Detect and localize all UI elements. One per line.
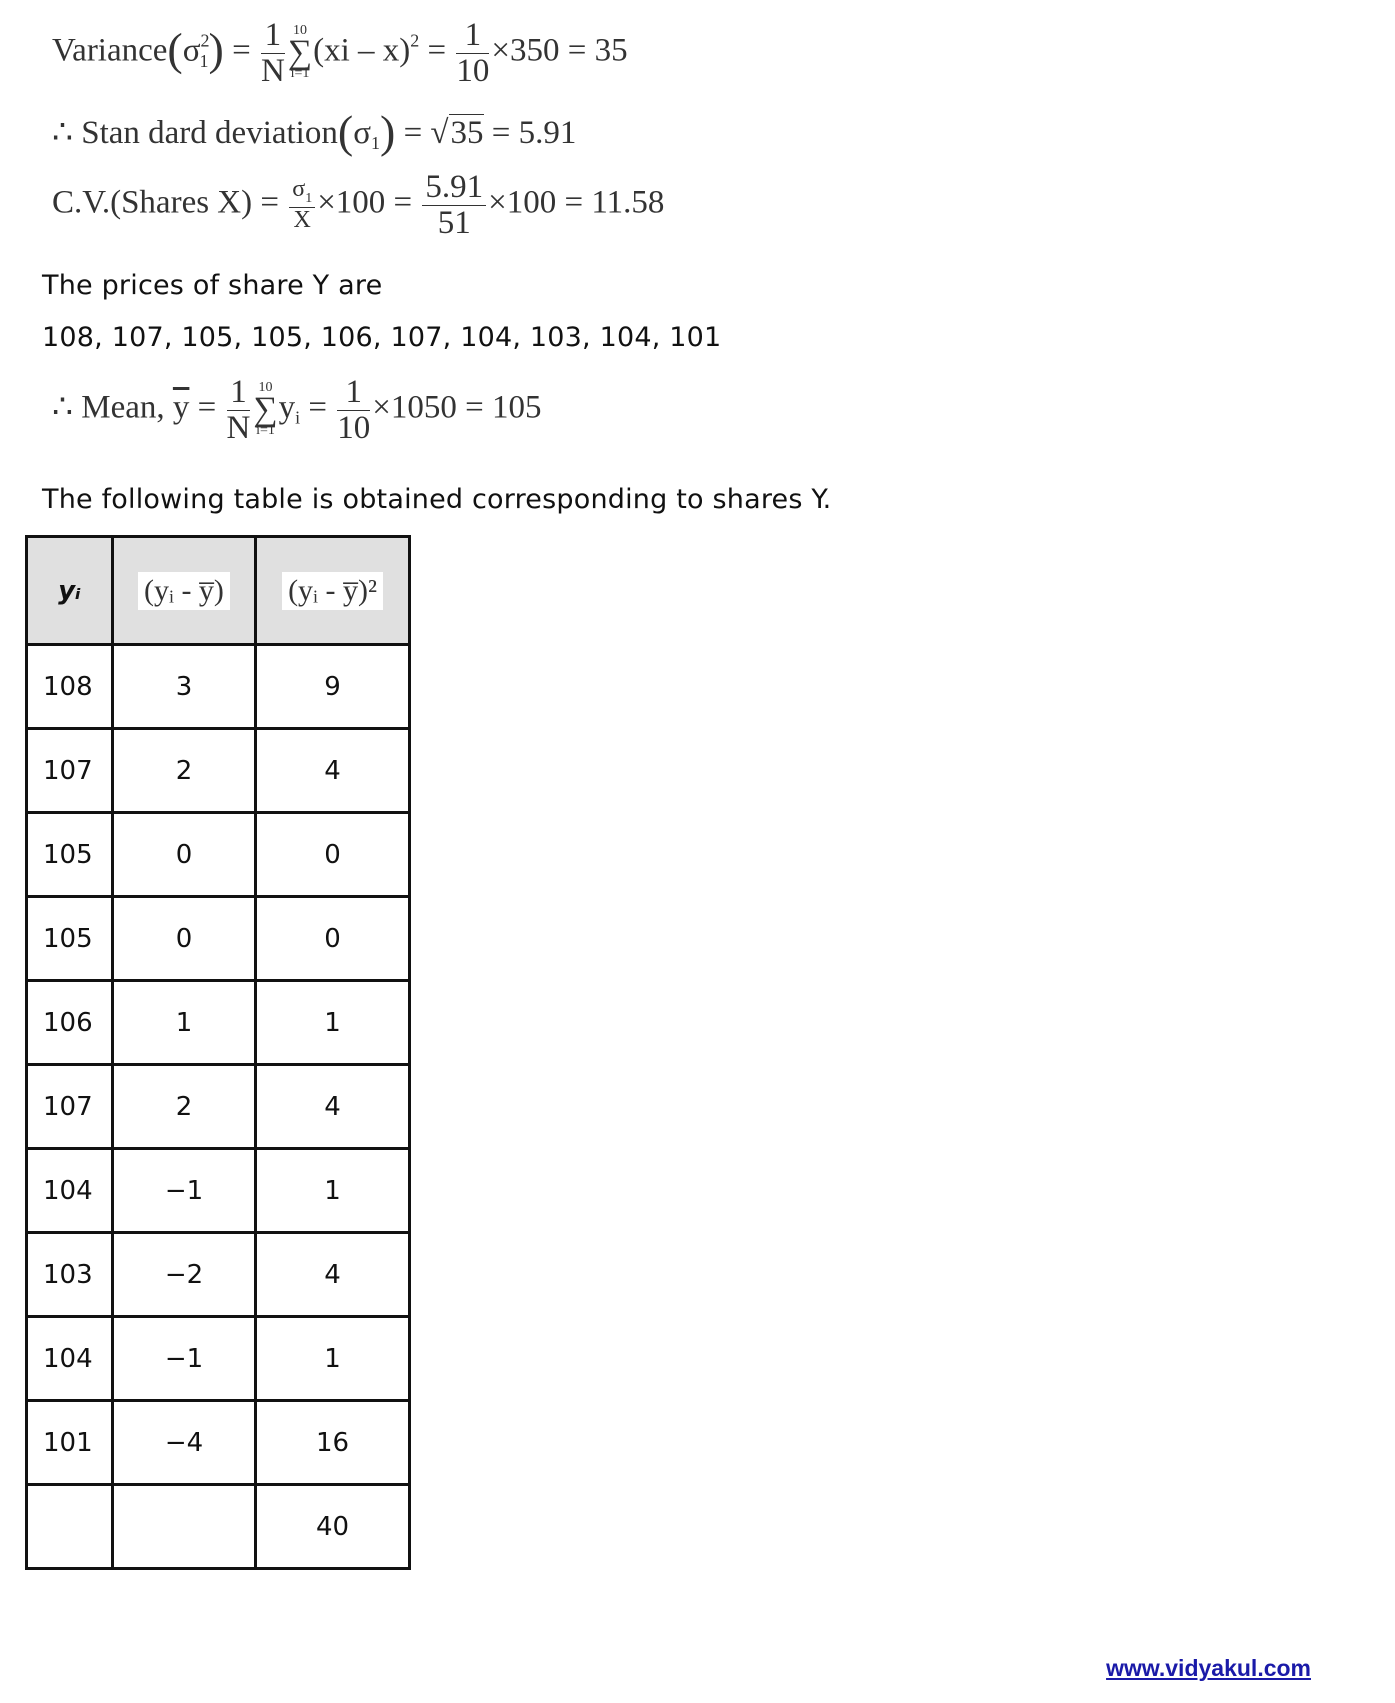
prices-intro: The prices of share Y are bbox=[42, 270, 383, 301]
header-deviation: (yᵢ - y̅) bbox=[113, 537, 256, 645]
cell-deviation: 0 bbox=[113, 897, 256, 981]
vidyakul-link[interactable]: www.vidyakul.com bbox=[1106, 1655, 1311, 1681]
cell-deviation: 0 bbox=[113, 813, 256, 897]
cell-deviation: 1 bbox=[113, 981, 256, 1065]
cell-yi: 104 bbox=[27, 1149, 113, 1233]
cell-deviation-squared: 4 bbox=[256, 729, 410, 813]
table-row bbox=[27, 813, 410, 897]
cell-yi: 108 bbox=[27, 645, 113, 729]
cell-deviation-squared: 4 bbox=[256, 1233, 410, 1317]
cell-deviation-squared: 0 bbox=[256, 897, 410, 981]
cell-deviation: −4 bbox=[113, 1401, 256, 1485]
table-intro: The following table is obtained corresponding to shares Y. bbox=[42, 484, 832, 515]
cell-yi: 107 bbox=[27, 729, 113, 813]
table-row bbox=[27, 1149, 410, 1233]
cell-yi bbox=[27, 1485, 113, 1569]
table-row bbox=[27, 1317, 410, 1401]
cell-yi: 105 bbox=[27, 813, 113, 897]
table-row bbox=[27, 1401, 410, 1485]
cell-deviation: −1 bbox=[113, 1317, 256, 1401]
cell-yi: 106 bbox=[27, 981, 113, 1065]
table-row bbox=[27, 729, 410, 813]
cell-deviation: −1 bbox=[113, 1149, 256, 1233]
cv-formula: C.V.(Shares X) = $\frac{\sigma_1}{X}$ ×100 = $\frac{5.91}{51}$ ×100 = 11.58 bbox=[52, 169, 665, 241]
cell-deviation: −2 bbox=[113, 1233, 256, 1317]
table-row bbox=[27, 1485, 410, 1569]
cell-deviation-squared: 4 bbox=[256, 1065, 410, 1149]
cell-deviation-squared: 16 bbox=[256, 1401, 410, 1485]
table-row bbox=[27, 1233, 410, 1317]
header-yi: yᵢ bbox=[27, 537, 113, 645]
cell-yi: 105 bbox=[27, 897, 113, 981]
cell-deviation-squared: 9 bbox=[256, 645, 410, 729]
cell-deviation: 2 bbox=[113, 729, 256, 813]
cell-deviation-squared: 1 bbox=[256, 981, 410, 1065]
cell-yi: 101 bbox=[27, 1401, 113, 1485]
variance-formula: $Variance(\sigma^2_1)$ = $\frac{1}{N}$ 10 ∑ i=1 (xi – x)$^2$ = $\frac{1}{10}$ ×350 = 35 bbox=[52, 17, 628, 89]
cell-deviation-squared: 1 bbox=[256, 1149, 410, 1233]
cell-yi: 103 bbox=[27, 1233, 113, 1317]
mean-formula: ∴ Mean, $\overline{y}$ = $\frac{1}{N}$ 10 ∑ i=1 $y_i$ = $\frac{1}{10}$ ×1050 = 105 bbox=[52, 374, 542, 446]
table-header-row bbox=[27, 537, 410, 645]
cell-deviation bbox=[113, 1485, 256, 1569]
cell-deviation: 3 bbox=[113, 645, 256, 729]
header-deviation-squared: (yᵢ - y̅)² bbox=[256, 537, 410, 645]
cell-yi: 107 bbox=[27, 1065, 113, 1149]
cell-deviation-squared: 1 bbox=[256, 1317, 410, 1401]
cell-yi: 104 bbox=[27, 1317, 113, 1401]
table-row bbox=[27, 897, 410, 981]
prices-list: 108, 107, 105, 105, 106, 107, 104, 103, 104, 101 bbox=[42, 322, 722, 353]
cell-deviation: 2 bbox=[113, 1065, 256, 1149]
table-row bbox=[27, 981, 410, 1065]
std-deviation-formula: ∴ Stan dard $deviation(\sigma_1) = √35 = 5.91$ bbox=[52, 106, 577, 157]
table-row bbox=[27, 1065, 410, 1149]
cell-deviation-squared: 0 bbox=[256, 813, 410, 897]
table-row bbox=[27, 645, 410, 729]
cell-deviation-squared: 40 bbox=[256, 1485, 410, 1569]
deviation-table bbox=[25, 535, 411, 1570]
